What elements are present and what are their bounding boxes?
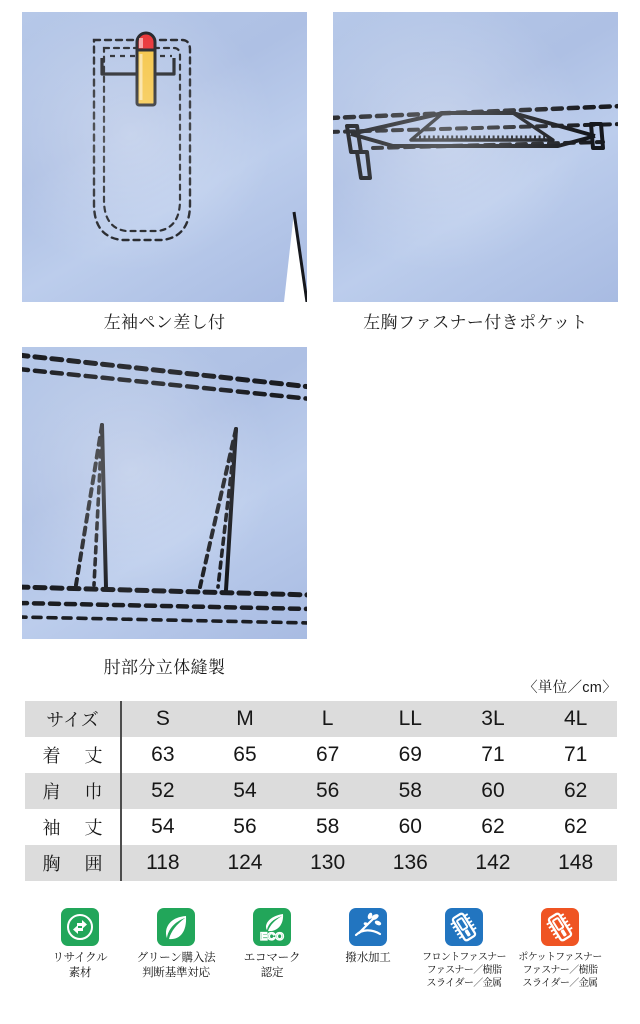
- badge-label-front-zipper: フロントファスナー ファスナー／樹脂 スライダー／金属: [422, 952, 506, 989]
- feature-caption-chest-pocket: 左胸ファスナー付きポケット: [363, 313, 588, 332]
- leaf-icon: [157, 908, 195, 946]
- size-table: [25, 701, 618, 881]
- feature-caption-pen-pocket: 左袖ペン差し付: [103, 313, 226, 332]
- feature-badge-strip: [0, 908, 640, 990]
- row-label-katahaba: 肩 巾: [25, 773, 121, 809]
- zip-pocket-illustration: [333, 12, 618, 302]
- badge-label-pocket-zipper: ポケットファスナー ファスナー／樹脂 スライダー／金属: [518, 952, 602, 989]
- header-cell-ll: LL: [369, 701, 452, 737]
- table-row: [25, 773, 617, 809]
- header-cell-l: L: [286, 701, 369, 737]
- badge-recycle: [37, 908, 123, 981]
- pen-pocket-illustration: [22, 12, 307, 302]
- water-repellent-icon: [349, 908, 387, 946]
- svg-text:ECO: ECO: [260, 931, 284, 943]
- size-table-section: [25, 676, 618, 881]
- badge-label-eco-mark: エコマーク 認定: [243, 952, 301, 980]
- cell-kyoi-3l: 142: [452, 845, 535, 881]
- badge-front-zipper: [421, 908, 507, 990]
- front-zipper-icon: [445, 908, 483, 946]
- cell-kyoi-m: 124: [204, 845, 287, 881]
- cell-kyoi-4l: 148: [534, 845, 617, 881]
- header-cell-3l: 3L: [452, 701, 535, 737]
- pocket-zipper-icon: [541, 908, 579, 946]
- header-cell-size: サイズ: [25, 701, 121, 737]
- table-row: [25, 845, 617, 881]
- cell-kyoi-ll: 136: [369, 845, 452, 881]
- table-row: [25, 737, 617, 773]
- eco-mark-icon: [253, 908, 291, 946]
- row-label-kitake: 着 丈: [25, 737, 121, 773]
- feature-caption-elbow: 肘部分立体縫製: [103, 658, 226, 677]
- cell-katahaba-l: 56: [286, 773, 369, 809]
- elbow-stitch-illustration: [22, 347, 307, 639]
- cell-sodetake-4l: 62: [563, 815, 588, 838]
- feature-card-pen-pocket: [22, 12, 307, 302]
- cell-sodetake-m: 56: [233, 815, 257, 838]
- cell-katahaba-m: 54: [204, 773, 287, 809]
- badge-label-green-purchasing: グリーン購入法 判断基準対応: [136, 952, 216, 980]
- table-header-row: [25, 701, 617, 737]
- cell-katahaba-4l: 62: [534, 773, 617, 809]
- badge-water-repellent: [325, 908, 411, 966]
- cell-kitake-l: 67: [315, 743, 340, 766]
- header-cell-4l: 4L: [534, 701, 617, 737]
- cell-kitake-3l: 71: [481, 743, 505, 766]
- feature-card-chest-pocket: [333, 12, 618, 302]
- recycle-icon: [61, 908, 99, 946]
- header-cell-s: S: [121, 701, 204, 737]
- badge-eco-mark: [229, 908, 315, 981]
- table-row: [25, 809, 617, 845]
- cell-sodetake-3l: 62: [481, 815, 505, 838]
- header-cell-m: M: [204, 701, 287, 737]
- cell-kitake-ll: 69: [398, 743, 422, 766]
- size-table-unit-note: 〈単位／cm〉: [523, 680, 617, 696]
- badge-green-purchasing: [133, 908, 219, 981]
- cell-kitake-s: 63: [151, 743, 175, 766]
- cell-katahaba-3l: 60: [452, 773, 535, 809]
- cell-sodetake-s: 54: [151, 815, 175, 838]
- cell-katahaba-ll: 58: [369, 773, 452, 809]
- cell-sodetake-ll: 60: [398, 815, 422, 838]
- cell-katahaba-s: 52: [121, 773, 204, 809]
- cell-kyoi-s: 118: [121, 845, 204, 881]
- cell-sodetake-l: 58: [315, 815, 340, 838]
- cell-kitake-m: 65: [233, 743, 257, 766]
- cell-kitake-4l: 71: [563, 743, 588, 766]
- badge-label-recycle: リサイクル 素材: [52, 952, 108, 980]
- row-label-sodetake: 袖 丈: [25, 809, 121, 845]
- badge-pocket-zipper: [517, 908, 603, 990]
- cell-kyoi-l: 130: [286, 845, 369, 881]
- badge-label-water-repellent: 撥水加工: [345, 952, 391, 964]
- feature-card-elbow: [22, 347, 307, 639]
- row-label-kyoi: 胸 囲: [25, 845, 121, 881]
